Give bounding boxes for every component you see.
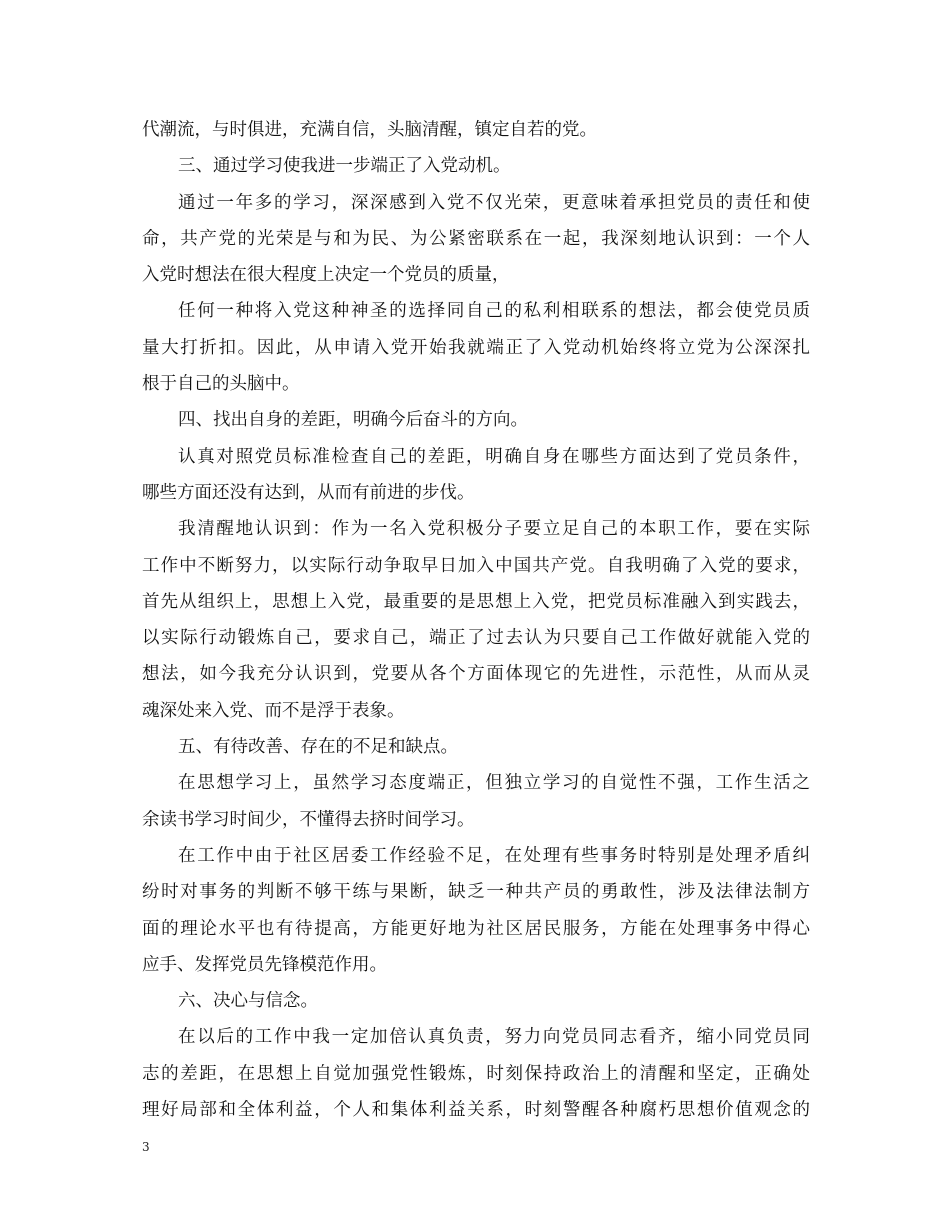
text-line: 首先从组织上，思想上入党，最重要的是思想上入党，把党员标准融入到实践去， [142,591,810,612]
text-line: 命，共产党的光荣是与和为民、为公紧密联系在一起，我深刻地认识到：一个人 [142,228,810,249]
text-line: 哪些方面还没有达到，从而有前进的步伐。 [142,482,475,503]
text-line: 在工作中由于社区居委工作经验不足，在处理有些事务时特别是处理矛盾纠 [178,845,810,866]
heading-line: 三、通过学习使我进一步端正了入党动机。 [178,156,511,177]
text-line: 应手、发挥党员先锋模范作用。 [142,954,387,975]
text-line: 通过一年多的学习，深深感到入党不仅光荣，更意味着承担党员的责任和使 [178,192,810,213]
text-line: 认真对照党员标准检查自己的差距，明确自身在哪些方面达到了党员条件， [178,446,810,467]
body-text [142,112,810,1128]
text-line: 工作中不断努力，以实际行动争取早日加入中国共产党。自我明确了入党的要求， [142,555,810,576]
text-line: 魂深处来入党、而不是浮于表象。 [142,700,405,721]
heading-line: 四、找出自身的差距，明确今后奋斗的方向。 [178,410,528,431]
text-line: 在以后的工作中我一定加倍认真负责，努力向党员同志看齐，缩小同党员同 [178,1027,810,1048]
text-line: 任何一种将入党这种神圣的选择同自己的私利相联系的想法，都会使党员质 [178,301,810,322]
text-line: 志的差距，在思想上自觉加强党性锻炼，时刻保持政治上的清醒和坚定，正确处 [142,1063,810,1084]
text-line: 以实际行动锻炼自己，要求自己，端正了过去认为只要自己工作做好就能入党的 [142,628,810,649]
text-line: 代潮流，与时俱进，充满自信，头脑清醒，镇定自若的党。 [142,120,597,140]
text-line: 在思想学习上，虽然学习态度端正，但独立学习的自觉性不强，工作生活之 [178,773,810,794]
text-line: 量大打折扣。因此，从申请入党开始我就端正了入党动机始终将立党为公深深扎 [142,337,810,358]
text-line: 我清醒地认识到：作为一名入党积极分子要立足自己的本职工作，要在实际 [178,519,810,540]
text-line: 入党时想法在很大程度上决定一个党员的质量， [142,265,510,286]
text-line: 纷时对事务的判断不够干练与果断，缺乏一种共产员的勇敢性，涉及法律法制方 [142,882,810,903]
text-line: 余读书学习时间少，不懂得去挤时间学习。 [142,809,475,830]
text-line: 想法，如今我充分认识到，党要从各个方面体现它的先进性，示范性，从而从灵 [142,664,810,685]
text-line: 理好局部和全体利益，个人和集体利益关系，时刻警醒各种腐朽思想价值观念的 [142,1100,810,1121]
heading-line: 六、决心与信念。 [178,991,318,1012]
heading-line: 五、有待改善、存在的不足和缺点。 [178,737,458,758]
text-line: 根于自己的头脑中。 [142,374,300,395]
page-number: 3 [142,1140,150,1154]
text-line: 面的理论水平也有待提高，方能更好地为社区居民服务，方能在处理事务中得心 [142,918,810,939]
